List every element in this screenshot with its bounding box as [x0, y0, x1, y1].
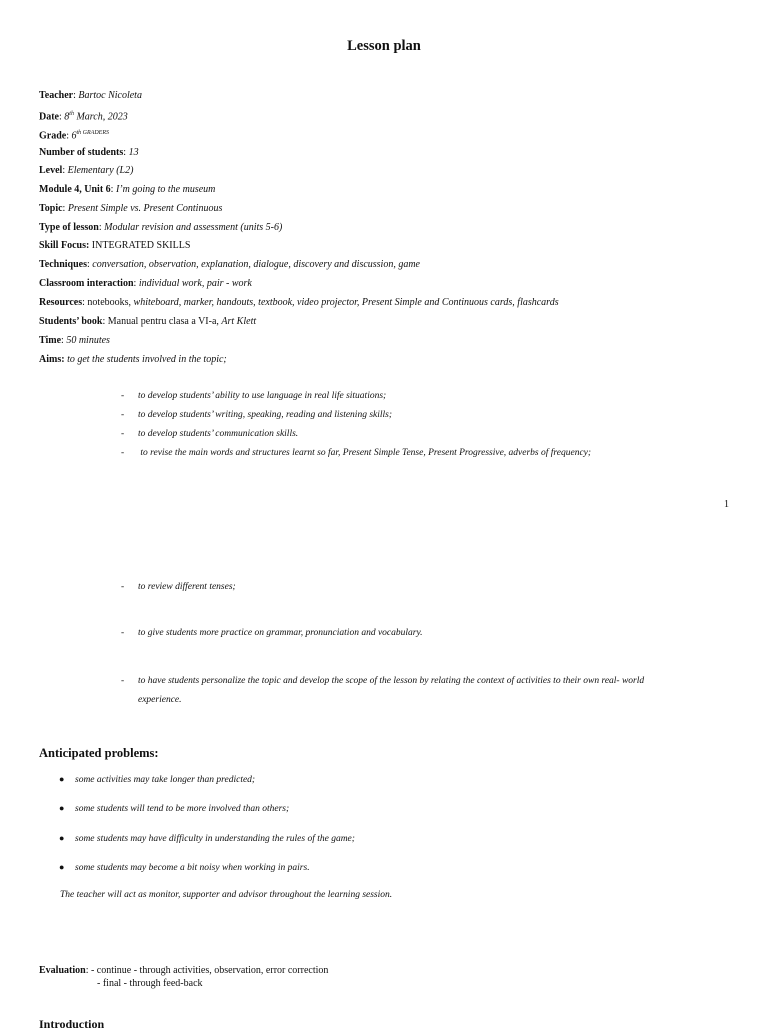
aim-item: - to develop students’ writing, speaking, reading and listening skills;: [121, 410, 393, 420]
page-title: Lesson plan: [347, 38, 421, 54]
evaluation-line: Evaluation: - continue - through activities, observation, error correction: [39, 965, 329, 976]
teacher-field: Teacher: Bartoc Nicoleta: [39, 90, 142, 101]
interaction-field: Classroom interaction: individual work, pair - work: [39, 278, 252, 289]
anticipated-problems-heading: Anticipated problems:: [39, 746, 159, 760]
problem-item: ● some activities may take longer than predicted;: [59, 774, 256, 785]
aim-item: - to develop students’ ability to use language in real life situations;: [121, 391, 387, 401]
module-field: Module 4, Unit 6: I’m going to the museum: [39, 184, 216, 195]
level-field: Level: Elementary (L2): [39, 165, 134, 176]
aim-item: - to have students personalize the topic and develop the scope of the lesson by relating the context of activities to their own real- world: [121, 676, 645, 686]
evaluation-line-2: - final - through feed-back: [97, 978, 203, 989]
skill-focus-field: Skill Focus: INTEGRATED SKILLS: [39, 240, 191, 251]
date-field: Date: 8th March, 2023: [39, 111, 128, 123]
students-field: Number of students: 13: [39, 147, 139, 158]
introduction-heading: Introduction: [39, 1017, 105, 1031]
time-field: Time: 50 minutes: [39, 335, 110, 346]
topic-field: Topic: Present Simple vs. Present Continuous: [39, 203, 223, 214]
grade-field: Grade: $6^{th GRADERS}$: [39, 130, 109, 142]
aim-item: - to develop students’ communication skills.: [121, 429, 299, 439]
problem-item: ● some students may have difficulty in understanding the rules of the game;: [59, 833, 355, 844]
aims-field: Aims: to get the students involved in the topic;: [39, 354, 227, 365]
page-number: 1: [724, 499, 729, 510]
problem-item: ● some students may become a bit noisy when working in pairs.: [59, 862, 310, 873]
students-book-field: Students’ book: Manual pentru clasa a VI-a, Art Klett: [39, 316, 257, 327]
problem-item: ● some students will tend to be more involved than others;: [59, 803, 290, 814]
aim-item-continuation: experience.: [138, 695, 182, 705]
aim-item: - to give students more practice on grammar, pronunciation and vocabulary.: [121, 628, 423, 638]
lesson-type-field: Type of lesson: Modular revision and assessment (units 5-6): [39, 222, 283, 233]
resources-field: Resources: notebooks, whiteboard, marker, handouts, textbook, video projector, Present Simple and Continuous cards, flashcards: [39, 297, 559, 308]
aim-item: - to revise the main words and structures learnt so far, Present Simple Tense, Present Progressive, adverbs of frequency;: [121, 448, 592, 458]
techniques-field: Techniques: conversation, observation, explanation, dialogue, discovery and discussion, game: [39, 259, 420, 270]
aim-item: - to review different tenses;: [121, 582, 236, 592]
teacher-role-note: The teacher will act as monitor, supporter and advisor throughout the learning session.: [60, 890, 393, 900]
